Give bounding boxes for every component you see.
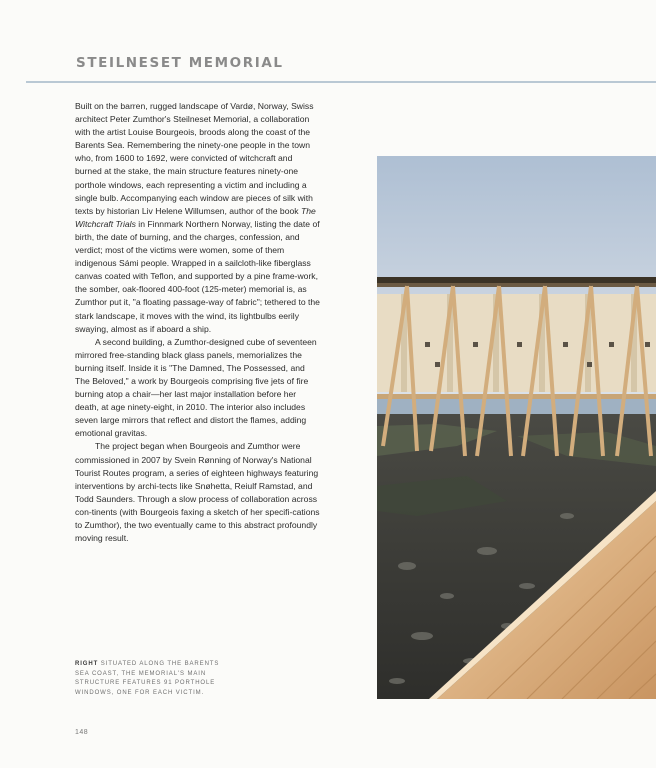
paragraph-1-part-a: Built on the barren, rugged landscape of Vardø, Norway, Swiss architect Peter Zumthor's Steilneset Memorial, a collaboration with the artist Louise Bourgeois, broods along the coast of the Barents Sea. Remembering the ninety-one people in the town who, from 1600 to 1692, were convicted of witchcraft and burned at the stake, the main structure features ninety-one porthole windows, each representing a victim and including a single bulb. Accompanying each window are pieces of silk with texts by historian Liv Helene Willumsen, author of the book [75, 101, 314, 216]
floor-beam [377, 394, 656, 399]
paragraph-2: A second building, a Zumthor-designed cube of seventeen mirrored free-standing black glass panels, memorializes the burning itself. Inside it is "The Damned, The Possessed, and The Beloved," a work by Bourgeois comprising five jets of fire burning atop a chair—her last major installation before her death, at age ninety-eight, in 2010. The interior also includes seven large mirrors that reflect and distort the flames, adding emotional gravitas. [75, 336, 317, 439]
paragraph-1-part-b: in Finnmark Northern Norway, listing the date of birth, the date of burning, and the charges, confession, and verdict; most of the victims were women, some of them indigenous Sámi people. Wrapped in a sailcloth-like fiberglass canvas coated with Teflon, and supported by a pine frame-work, the somber, oak-floored 400-foot (125-meter) memorial is, as Zumthor put it, "a floating passage-way of fabric"; tethered to the stark landscape, it moves with the wind, its lightbulbs eerily swaying, almost as if aboard a ship. [75, 218, 320, 334]
roof [377, 277, 656, 283]
caption-label: RIGHT [75, 661, 99, 667]
memorial-photo [377, 156, 656, 699]
paragraph-1 [75, 100, 321, 336]
canvas-cocoon [377, 294, 656, 392]
title-divider [26, 81, 656, 83]
article-body [75, 100, 321, 545]
page-number: 148 [75, 729, 89, 736]
caption-text: SITUATED ALONG THE BARENTS SEA COAST, THE MEMORIAL'S MAIN STRUCTURE FEATURES 91 PORTHOLE WINDOWS, ONE FOR EACH VICTIM. [75, 661, 220, 696]
memorial-photo-illustration [377, 156, 656, 699]
paragraph-3: The project began when Bourgeois and Zumthor were commissioned in 2007 by Svein Rønning of Norway's National Tourist Routes program, a series of eighteen highways featuring interventions by archi-tects like Snøhetta, Reiulf Ramstad, and Todd Saunders. Through a slow process of collaboration across con-tinents (with Bourgeois faxing a sketch of her specifi-cations to Zumthor), the two eventually came to this abstract profoundly moving result. [75, 441, 320, 544]
book-title: The Witchcraft Trials [75, 205, 316, 229]
page-title: STEILNESET MEMORIAL [76, 55, 284, 71]
roof-beam [377, 283, 656, 287]
photo-caption [75, 660, 225, 698]
